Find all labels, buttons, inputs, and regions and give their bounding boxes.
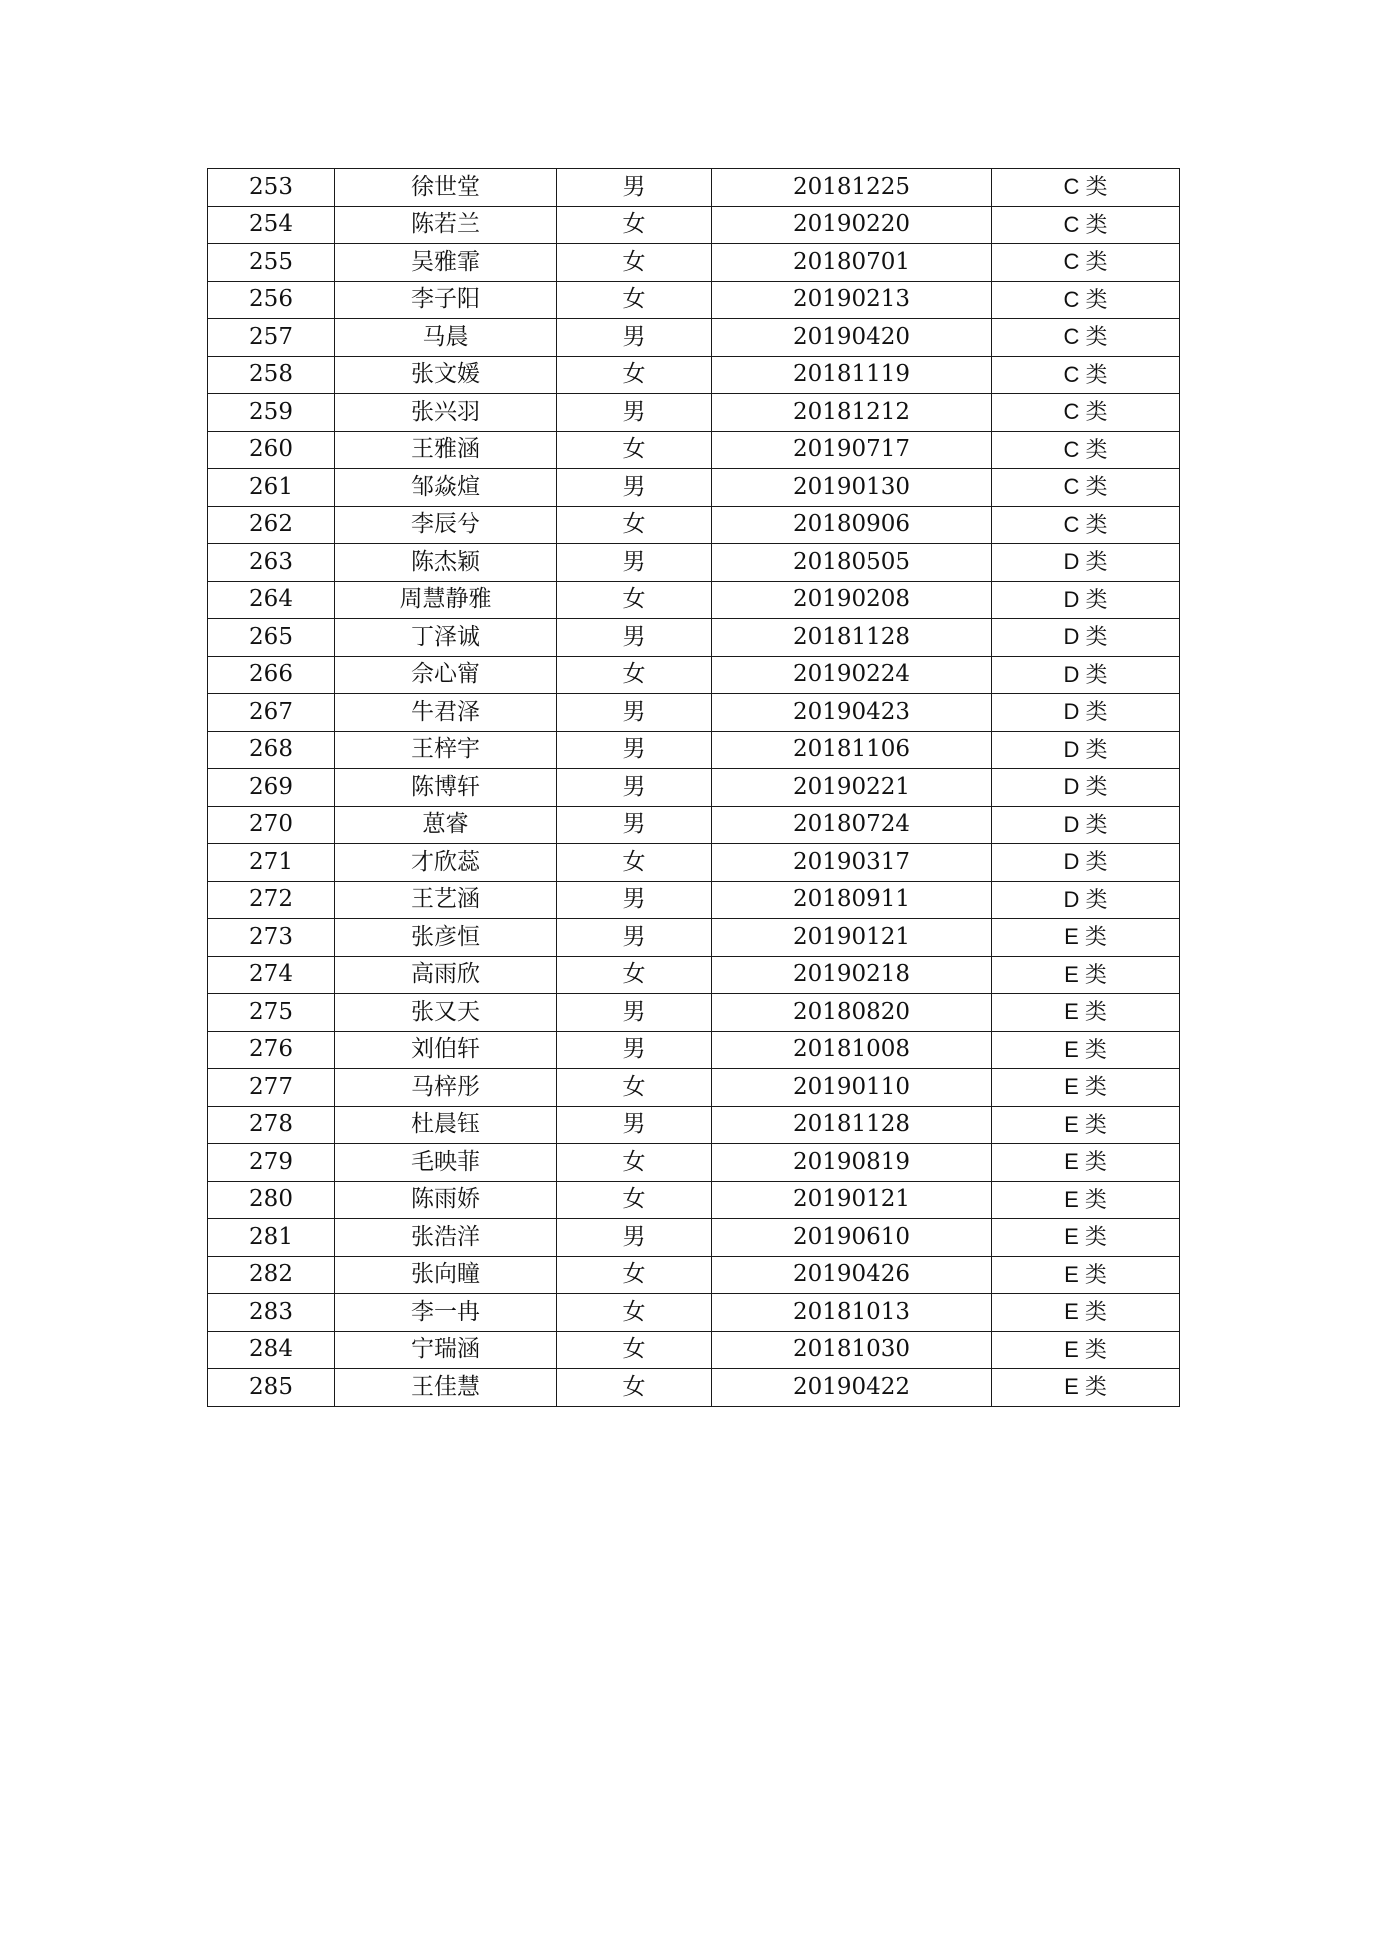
cell-category: D 类: [992, 656, 1180, 694]
cell-date: 20181008: [712, 1031, 992, 1069]
cell-number: 284: [208, 1331, 335, 1369]
cell-category: E 类: [992, 919, 1180, 957]
cell-gender: 男: [557, 881, 712, 919]
cell-category: D 类: [992, 731, 1180, 769]
cell-date: 20190317: [712, 844, 992, 882]
cell-number: 282: [208, 1256, 335, 1294]
cell-date: 20190121: [712, 1181, 992, 1219]
cell-category: E 类: [992, 1181, 1180, 1219]
cell-category: C 类: [992, 506, 1180, 544]
cell-date: 20181128: [712, 619, 992, 657]
table-row: [208, 1219, 1180, 1257]
cell-date: 20190218: [712, 956, 992, 994]
cell-name: 王艺涵: [335, 881, 557, 919]
table-row: [208, 919, 1180, 957]
cell-date: 20180820: [712, 994, 992, 1032]
cell-date: 20190610: [712, 1219, 992, 1257]
cell-category: E 类: [992, 1106, 1180, 1144]
cell-name: 张向瞳: [335, 1256, 557, 1294]
cell-number: 267: [208, 694, 335, 732]
cell-name: 丁泽诚: [335, 619, 557, 657]
roster-table: [207, 168, 1180, 1407]
cell-category: C 类: [992, 431, 1180, 469]
cell-category: E 类: [992, 994, 1180, 1032]
cell-category: C 类: [992, 281, 1180, 319]
cell-name: 刘伯轩: [335, 1031, 557, 1069]
cell-date: 20190110: [712, 1069, 992, 1107]
cell-date: 20180505: [712, 544, 992, 582]
cell-name: 杜晨钰: [335, 1106, 557, 1144]
cell-name: 张又天: [335, 994, 557, 1032]
table-row: [208, 1031, 1180, 1069]
cell-date: 20181225: [712, 169, 992, 207]
cell-number: 281: [208, 1219, 335, 1257]
cell-number: 277: [208, 1069, 335, 1107]
table-row: [208, 656, 1180, 694]
cell-gender: 男: [557, 806, 712, 844]
table-row: [208, 431, 1180, 469]
cell-name: 周慧静雅: [335, 581, 557, 619]
table-row: [208, 356, 1180, 394]
cell-number: 266: [208, 656, 335, 694]
cell-date: 20181106: [712, 731, 992, 769]
table-row: [208, 319, 1180, 357]
cell-category: D 类: [992, 581, 1180, 619]
cell-gender: 男: [557, 694, 712, 732]
table-row: [208, 281, 1180, 319]
cell-number: 257: [208, 319, 335, 357]
cell-category: E 类: [992, 1069, 1180, 1107]
cell-category: D 类: [992, 619, 1180, 657]
cell-category: D 类: [992, 544, 1180, 582]
table-row: [208, 1144, 1180, 1182]
cell-date: 20190423: [712, 694, 992, 732]
cell-date: 20180701: [712, 244, 992, 282]
cell-number: 279: [208, 1144, 335, 1182]
cell-category: E 类: [992, 1331, 1180, 1369]
cell-name: 李子阳: [335, 281, 557, 319]
cell-number: 264: [208, 581, 335, 619]
cell-date: 20181128: [712, 1106, 992, 1144]
table-row: [208, 1181, 1180, 1219]
cell-gender: 女: [557, 1069, 712, 1107]
cell-category: E 类: [992, 956, 1180, 994]
table-row: [208, 394, 1180, 432]
table-row: [208, 206, 1180, 244]
cell-category: C 类: [992, 244, 1180, 282]
table-row: [208, 1256, 1180, 1294]
table-row: [208, 956, 1180, 994]
cell-date: 20190213: [712, 281, 992, 319]
cell-name: 张兴羽: [335, 394, 557, 432]
table-row: [208, 1369, 1180, 1407]
cell-name: 吴雅霏: [335, 244, 557, 282]
cell-date: 20190420: [712, 319, 992, 357]
cell-category: D 类: [992, 806, 1180, 844]
cell-number: 283: [208, 1294, 335, 1332]
table-row: [208, 694, 1180, 732]
cell-name: 张文媛: [335, 356, 557, 394]
cell-gender: 男: [557, 469, 712, 507]
cell-number: 265: [208, 619, 335, 657]
cell-name: 李辰兮: [335, 506, 557, 544]
cell-name: 王雅涵: [335, 431, 557, 469]
table-row: [208, 544, 1180, 582]
cell-category: D 类: [992, 844, 1180, 882]
cell-gender: 女: [557, 244, 712, 282]
cell-gender: 女: [557, 206, 712, 244]
cell-date: 20180906: [712, 506, 992, 544]
cell-date: 20181030: [712, 1331, 992, 1369]
cell-date: 20190130: [712, 469, 992, 507]
cell-date: 20190422: [712, 1369, 992, 1407]
cell-date: 20190717: [712, 431, 992, 469]
cell-gender: 女: [557, 356, 712, 394]
cell-gender: 男: [557, 919, 712, 957]
table-row: [208, 769, 1180, 807]
cell-category: C 类: [992, 356, 1180, 394]
cell-name: 王佳慧: [335, 1369, 557, 1407]
cell-number: 254: [208, 206, 335, 244]
cell-date: 20190220: [712, 206, 992, 244]
cell-name: 高雨欣: [335, 956, 557, 994]
cell-category: D 类: [992, 694, 1180, 732]
cell-date: 20180911: [712, 881, 992, 919]
cell-category: C 类: [992, 206, 1180, 244]
table-row: [208, 581, 1180, 619]
cell-number: 255: [208, 244, 335, 282]
cell-number: 274: [208, 956, 335, 994]
cell-number: 259: [208, 394, 335, 432]
cell-category: C 类: [992, 394, 1180, 432]
cell-name: 马梓彤: [335, 1069, 557, 1107]
table-row: [208, 1106, 1180, 1144]
cell-gender: 女: [557, 1369, 712, 1407]
cell-gender: 女: [557, 1144, 712, 1182]
table-row: [208, 619, 1180, 657]
cell-date: 20190208: [712, 581, 992, 619]
cell-name: 李一冉: [335, 1294, 557, 1332]
cell-number: 258: [208, 356, 335, 394]
cell-number: 272: [208, 881, 335, 919]
table-row: [208, 169, 1180, 207]
cell-gender: 女: [557, 1181, 712, 1219]
cell-gender: 女: [557, 656, 712, 694]
table-row: [208, 1294, 1180, 1332]
cell-name: 张彦恒: [335, 919, 557, 957]
table-row: [208, 731, 1180, 769]
cell-gender: 女: [557, 581, 712, 619]
cell-gender: 女: [557, 844, 712, 882]
cell-name: 马晨: [335, 319, 557, 357]
cell-number: 278: [208, 1106, 335, 1144]
cell-name: 陈若兰: [335, 206, 557, 244]
cell-gender: 男: [557, 319, 712, 357]
cell-date: 20190121: [712, 919, 992, 957]
cell-gender: 男: [557, 1031, 712, 1069]
cell-name: 宁瑞涵: [335, 1331, 557, 1369]
cell-number: 276: [208, 1031, 335, 1069]
table-row: [208, 844, 1180, 882]
cell-gender: 女: [557, 281, 712, 319]
cell-date: 20181212: [712, 394, 992, 432]
table-row: [208, 1069, 1180, 1107]
table-row: [208, 994, 1180, 1032]
cell-number: 262: [208, 506, 335, 544]
cell-gender: 女: [557, 431, 712, 469]
cell-gender: 男: [557, 394, 712, 432]
cell-gender: 男: [557, 769, 712, 807]
cell-gender: 女: [557, 506, 712, 544]
cell-gender: 男: [557, 1219, 712, 1257]
cell-category: D 类: [992, 881, 1180, 919]
cell-category: E 类: [992, 1031, 1180, 1069]
cell-date: 20181013: [712, 1294, 992, 1332]
cell-name: 毛映菲: [335, 1144, 557, 1182]
cell-gender: 男: [557, 169, 712, 207]
table-row: [208, 506, 1180, 544]
cell-name: 牛君泽: [335, 694, 557, 732]
table-row: [208, 1331, 1180, 1369]
table-row: [208, 244, 1180, 282]
cell-number: 271: [208, 844, 335, 882]
cell-number: 260: [208, 431, 335, 469]
cell-date: 20190221: [712, 769, 992, 807]
cell-number: 275: [208, 994, 335, 1032]
table-row: [208, 806, 1180, 844]
cell-number: 270: [208, 806, 335, 844]
cell-gender: 男: [557, 544, 712, 582]
cell-gender: 男: [557, 994, 712, 1032]
cell-name: 张浩洋: [335, 1219, 557, 1257]
cell-name: 佘心甯: [335, 656, 557, 694]
cell-category: E 类: [992, 1144, 1180, 1182]
cell-number: 256: [208, 281, 335, 319]
cell-name: 邹焱煊: [335, 469, 557, 507]
cell-date: 20190819: [712, 1144, 992, 1182]
cell-category: E 类: [992, 1294, 1180, 1332]
cell-category: C 类: [992, 469, 1180, 507]
cell-name: 葸睿: [335, 806, 557, 844]
cell-gender: 男: [557, 731, 712, 769]
cell-name: 陈雨娇: [335, 1181, 557, 1219]
cell-number: 273: [208, 919, 335, 957]
cell-gender: 女: [557, 956, 712, 994]
cell-number: 261: [208, 469, 335, 507]
table-row: [208, 881, 1180, 919]
cell-category: C 类: [992, 169, 1180, 207]
cell-gender: 女: [557, 1256, 712, 1294]
cell-date: 20180724: [712, 806, 992, 844]
cell-number: 263: [208, 544, 335, 582]
cell-category: D 类: [992, 769, 1180, 807]
cell-gender: 女: [557, 1294, 712, 1332]
cell-category: E 类: [992, 1219, 1180, 1257]
cell-date: 20190224: [712, 656, 992, 694]
cell-number: 285: [208, 1369, 335, 1407]
roster-table-body: [208, 169, 1180, 1407]
cell-number: 253: [208, 169, 335, 207]
cell-category: C 类: [992, 319, 1180, 357]
cell-category: E 类: [992, 1369, 1180, 1407]
cell-name: 陈博轩: [335, 769, 557, 807]
cell-category: E 类: [992, 1256, 1180, 1294]
cell-name: 陈杰颖: [335, 544, 557, 582]
cell-name: 徐世堂: [335, 169, 557, 207]
cell-gender: 女: [557, 1331, 712, 1369]
cell-gender: 男: [557, 1106, 712, 1144]
cell-date: 20181119: [712, 356, 992, 394]
cell-number: 269: [208, 769, 335, 807]
table-row: [208, 469, 1180, 507]
cell-number: 280: [208, 1181, 335, 1219]
cell-number: 268: [208, 731, 335, 769]
cell-name: 才欣蕊: [335, 844, 557, 882]
cell-date: 20190426: [712, 1256, 992, 1294]
cell-gender: 男: [557, 619, 712, 657]
cell-name: 王梓宇: [335, 731, 557, 769]
